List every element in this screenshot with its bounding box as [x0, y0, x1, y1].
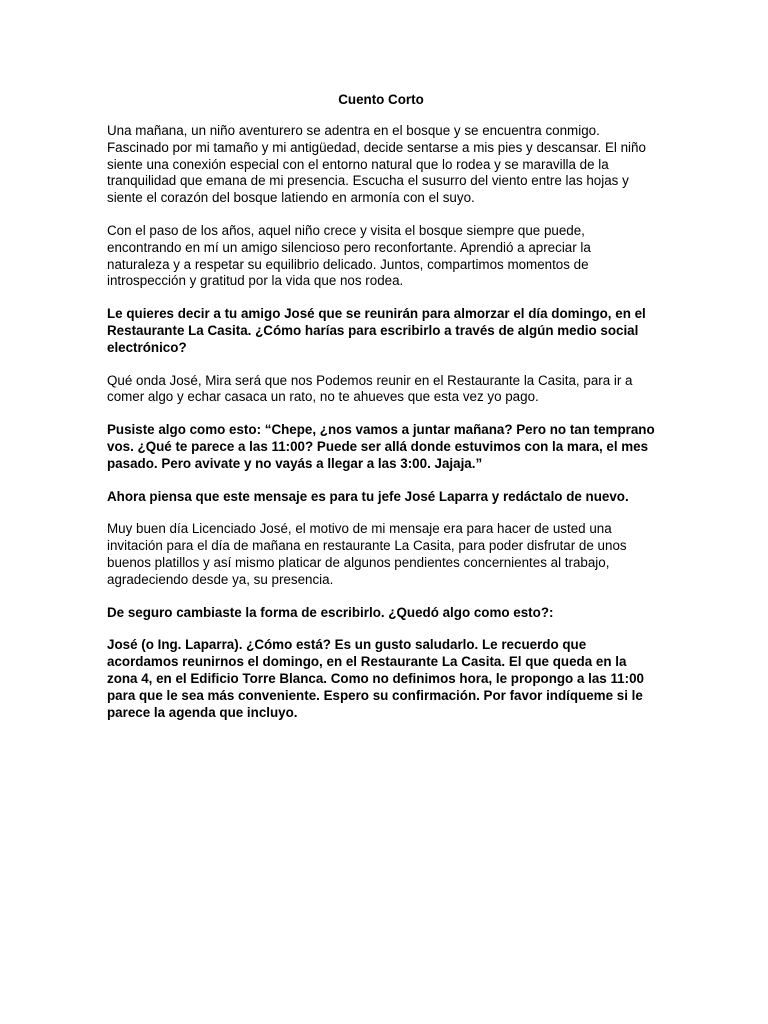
paragraph-answer-friend: Qué onda José, Mira será que nos Podemos reunir en el Restaurante la Casita, para ir a comer algo y echar casaca un rato, no te ahueves que esta vez yo pago.: [107, 372, 633, 405]
paragraph-check-boss: De seguro cambiaste la forma de escribirlo. ¿Quedó algo como esto?:: [107, 604, 554, 620]
paragraph-story-2: Con el paso de los años, aquel niño crece y visita el bosque siempre que puede, encontrando en mí un amigo silencioso pero reconfortante. Aprendió a apreciar la naturaleza y a respetar su equilibrio delicado. Juntos, compartimos momentos de introspección y gratitud por la vida que nos rodea.: [107, 222, 591, 289]
document-page: [107, 91, 655, 737]
paragraph-example-friend: Pusiste algo como esto: “Chepe, ¿nos vamos a juntar mañana? Pero no tan temprano vos. ¿Qué te parece a las 11:00? Puede ser allá donde estuvimos con la mara, el mes pasado. Pero avivate y no vayás a llegar a las 3:00. Jajaja.”: [107, 422, 655, 471]
paragraph-prompt-boss: Ahora piensa que este mensaje es para tu jefe José Laparra y redáctalo de nuevo.: [107, 488, 629, 504]
paragraph-example-boss: José (o Ing. Laparra). ¿Cómo está? Es un gusto saludarlo. Le recuerdo que acordamos reunirnos el domingo, en el Restaurante La Casita. El que queda en la zona 4, en el Edificio Torre Blanca. Como no definimos hora, le propongo a las 11:00 para que le sea más conveniente. Espero su confirmación. Por favor indíqueme si le parece la agenda que incluyo.: [107, 637, 644, 720]
paragraph-answer-boss: Muy buen día Licenciado José, el motivo de mi mensaje era para hacer de usted una invitación para el día de mañana en restaurante La Casita, para poder disfrutar de unos buenos platillos y así mismo platicar de algunos pendientes concernientes al trabajo, agradeciendo desde ya, su presencia.: [107, 521, 627, 587]
paragraph-prompt-friend: Le quieres decir a tu amigo José que se reunirán para almorzar el día domingo, en el Restaurante La Casita. ¿Cómo harías para escribirlo a través de algún medio social electrónico?: [107, 306, 646, 355]
paragraph-story-1: Una mañana, un niño aventurero se adentra en el bosque y se encuentra conmigo. Fascinado por mi tamaño y mi antigüedad, decide sentarse a mis pies y descansar. El niño siente una conexión especial con el entorno natural que lo rodea y se maravilla de la tranquilidad que emana de mi presencia. Escucha el susurro del viento entre las hojas y siente el corazón del bosque latiendo en armonía con el suyo.: [107, 123, 646, 206]
document-title: Cuento Corto: [338, 92, 424, 107]
